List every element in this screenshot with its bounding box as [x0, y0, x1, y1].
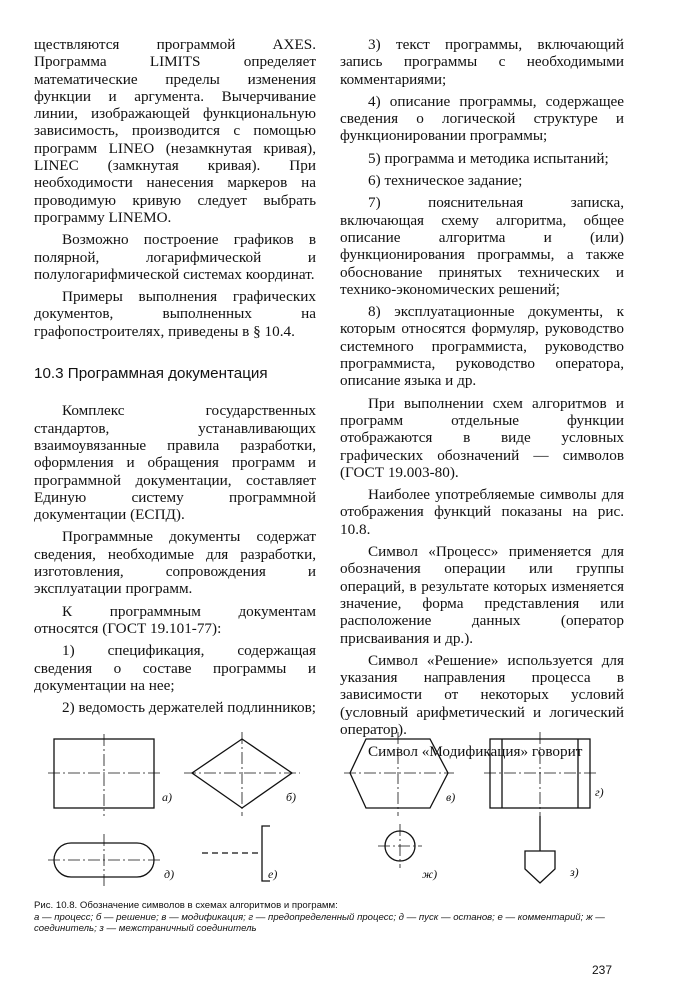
label-b: б) — [286, 790, 297, 804]
paragraph: Символ «Процесс» применяется для обозначения операции или группы операций, в результате которых изменяется значение, форма представления или расположение данных (оператор присваивания и др.). — [340, 543, 624, 647]
page-number: 237 — [592, 963, 613, 977]
paragraph: Комплекс государственных стандартов, устанавливающих взаимоувязанные правила разработки, оформления и обращения программ и программной документации, составляет Единую систему программной документации (ЕСПД). — [34, 402, 316, 524]
list-item: 1) спецификация, содержащая сведения о составе программы и документации на нее; — [34, 642, 316, 694]
off-page-connector-symbol — [525, 816, 579, 883]
paragraph: ществляются программой AXES. Программа LIMITS определяет математические пределы изменения функции и аргумента. Вычерчивание линии, изображающей функциональную зависимость, производится с помощью программ LINEO (незамкнутая кривая), LINEC (замкнутая кривая). При необходимости нанесения маркеров на проводимую кривую следует выбрать программу LINEMO. — [34, 36, 316, 226]
list-item: 7) пояснительная записка, включающая схему алгоритма, общее описание алгоритма и (или) функционирования программы, а также обоснование принятых технических и технико-экономических решений; — [340, 194, 624, 298]
paragraph: При выполнении схем алгоритмов и программ отдельные функции отображаются в виде условных графических обозначений — символов (ГОСТ 19.003-80). — [340, 394, 624, 481]
predefined-process-symbol — [484, 732, 604, 816]
list-item: 2) ведомость держателей подлинников; — [62, 699, 317, 717]
connector-symbol — [378, 824, 437, 881]
figure-10-8 — [30, 726, 660, 896]
list-item: 6) техническое задание; — [368, 172, 523, 190]
paragraph: Возможно построение графиков в полярной, логарифмической и полулогарифмической системах координат. — [34, 231, 316, 283]
label-h: з) — [570, 865, 579, 879]
label-c: в) — [446, 790, 456, 804]
label-e: д) — [164, 867, 175, 881]
paragraph: Программные документы содержат сведения, необходимые для разработки, изготовления, сопровождения и эксплуатации программ. — [34, 528, 316, 598]
caption-title: Рис. 10.8. Обозначение символов в схемах алгоритмов и программ: — [34, 900, 338, 911]
paragraph: Наиболее употребляемые символы для отображения функций показаны на рис. 10.8. — [340, 486, 624, 538]
list-item: 5) программа и методика испытаний; — [368, 149, 609, 167]
left-column — [34, 36, 316, 721]
paragraph: Примеры выполнения графических документов, выполненных на графопостроителях, приведены в § 10.4. — [34, 288, 316, 340]
paragraph: Символ «Решение» используется для указания направления процесса в зависимости от некоторых условий (условный арифметический и логический оператор). — [340, 651, 624, 738]
process-symbol — [48, 734, 172, 816]
list-item: 3) текст программы, включающий запись программы с необходимыми комментариями; — [340, 36, 624, 88]
decision-symbol — [184, 732, 300, 816]
caption-legend: а — процесс; б — решение; в — модификация; г — предопределенный процесс; д — пуск — останов; е — комментарий; ж — соединитель; з — межстраничный соединитель — [34, 911, 605, 934]
label-d: г) — [595, 785, 604, 799]
label-f: е) — [268, 867, 278, 881]
modification-symbol — [344, 732, 455, 816]
section-heading: 10.3 Программная документация — [34, 365, 268, 383]
paragraph: Символ «Модификация» говорит — [368, 743, 583, 761]
right-column — [340, 36, 624, 766]
figure-caption — [34, 900, 624, 935]
label-g: ж) — [422, 867, 438, 881]
list-item: 4) описание программы, содержащее сведения о логической структуре и функционировании программы; — [340, 92, 624, 145]
paragraph: К программным документам относятся (ГОСТ 19.101-77): — [34, 602, 316, 637]
label-a: а) — [162, 790, 172, 804]
start-stop-symbol — [48, 834, 174, 886]
list-item: 8) эксплуатационные документы, к которым относятся формуляр, руководство системного программиста, руководство программиста, руководство оператора, описание языка и др. — [340, 303, 624, 390]
comment-symbol — [202, 826, 277, 881]
